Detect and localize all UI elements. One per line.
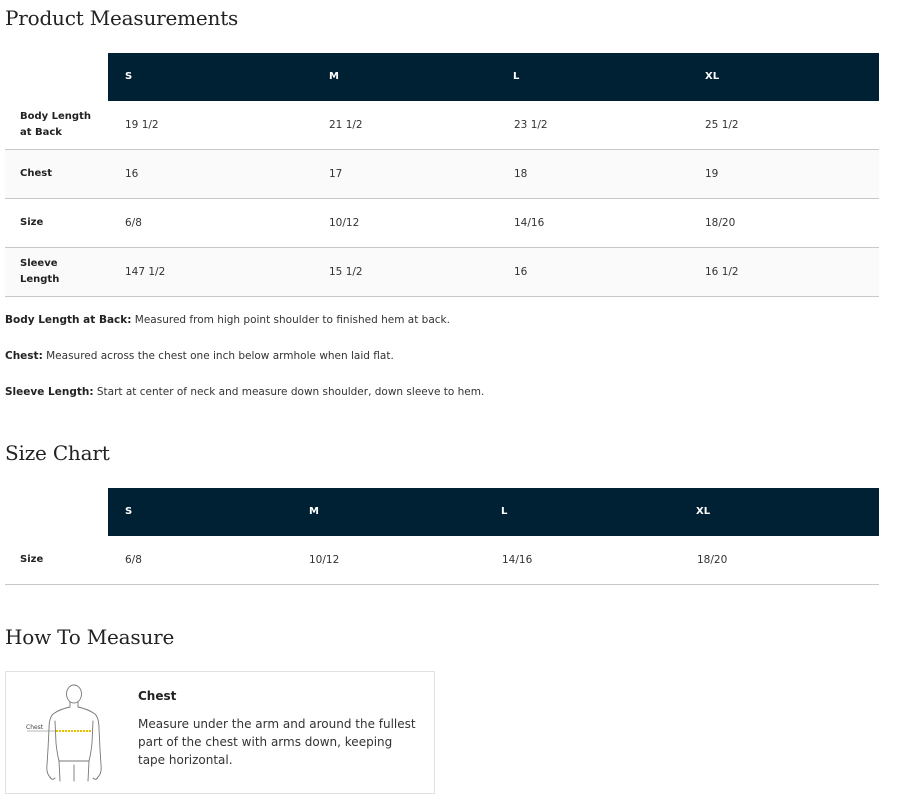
measure-card-chest [5,671,435,794]
table-cell: 17 [329,168,343,180]
figure-label: Chest [26,724,44,731]
table-header [108,488,879,536]
table-cell: 6/8 [125,217,142,229]
note-sleeve-length [5,386,484,398]
table-cell: 21 1/2 [329,119,363,131]
table-cell: 25 1/2 [705,119,739,131]
note-chest [5,350,394,362]
size-chart-title: Size Chart [5,441,110,465]
table-cell: 19 1/2 [125,119,159,131]
measure-card-title: Chest [138,689,177,703]
note-body-length [5,314,450,326]
column-header-s: S [125,506,133,517]
column-header-xl: XL [705,71,720,82]
column-header-l: L [513,71,520,82]
table-header [108,53,879,101]
size-chart-table [5,488,879,585]
table-cell: 15 1/2 [329,266,363,278]
table-cell: 10/12 [309,554,340,566]
table-cell: 16 1/2 [705,266,739,278]
measurements-table [5,53,879,297]
column-header-s: S [125,71,133,82]
note-term: Chest: [5,350,43,362]
column-header-l: L [501,506,508,517]
column-header-m: M [329,71,339,82]
table-cell: 14/16 [502,554,533,566]
table-cell: 23 1/2 [514,119,548,131]
row-header: Body Length at Back [20,111,91,138]
table-cell: 147 1/2 [125,266,166,278]
column-header-xl: XL [696,506,711,517]
table-cell: 19 [705,168,719,180]
note-text: Measured across the chest one inch below armhole when laid flat. [42,350,394,362]
table-cell: 10/12 [329,217,360,229]
note-text: Start at center of neck and measure down shoulder, down sleeve to hem. [93,386,485,398]
table-cell: 18/20 [705,217,736,229]
table-row [5,199,879,248]
table-row [5,536,879,585]
row-header: Size [20,217,44,228]
measure-card-description: Measure under the arm and around the fullest part of the chest with arms down, keeping tape horizontal. [138,717,416,767]
table-cell: 16 [125,168,139,180]
note-text: Measured from high point shoulder to finished hem at back. [131,314,450,326]
row-header: Size [20,554,44,565]
table-row [5,101,879,150]
table-cell: 18/20 [697,554,728,566]
table-cell: 14/16 [514,217,545,229]
body-figure-image [24,681,108,787]
note-term: Body Length at Back: [5,314,132,326]
note-term: Sleeve Length: [5,386,94,398]
table-cell: 16 [514,266,528,278]
table-row [5,248,879,297]
table-cell: 6/8 [125,554,142,566]
row-header: Chest [20,168,52,179]
product-measurements-title: Product Measurements [5,6,239,30]
how-to-measure-title: How To Measure [5,625,175,649]
row-header: Sleeve Length [20,258,60,285]
column-header-m: M [309,506,319,517]
table-row [5,150,879,199]
table-cell: 18 [514,168,528,180]
